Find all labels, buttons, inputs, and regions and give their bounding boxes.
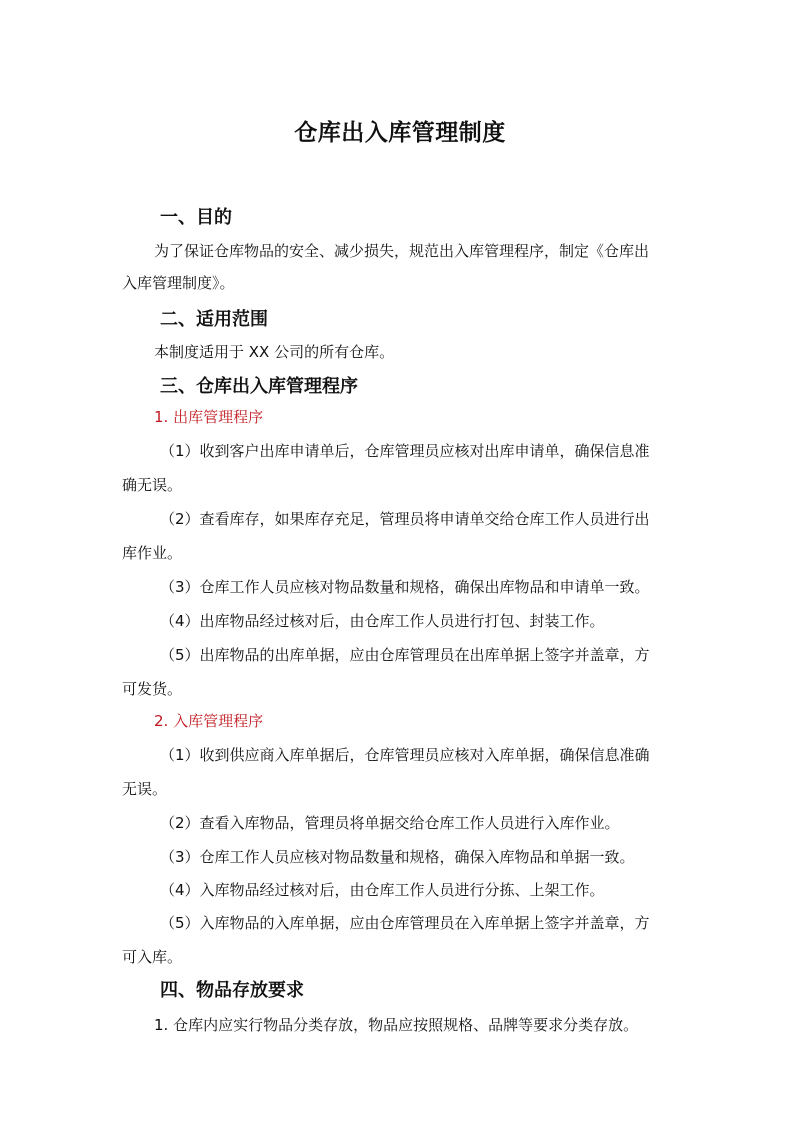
paragraph-line: （1）收到供应商入库单据后，仓库管理员应核对入库单据，确保信息准确 <box>160 746 650 764</box>
section-heading-scope: 二、适用范围 <box>160 309 268 330</box>
paragraph-line: （5）入库物品的入库单据，应由仓库管理员在入库单据上签字并盖章，方 <box>160 914 650 932</box>
document-title: 仓库出入库管理制度 <box>294 120 506 146</box>
paragraph-line: （1）收到客户出库申请单后，仓库管理员应核对出库申请单，确保信息准 <box>160 442 650 460</box>
paragraph-line: 库作业。 <box>122 544 183 562</box>
paragraph-line: 确无误。 <box>122 476 183 494</box>
paragraph-line: 可入库。 <box>122 948 183 966</box>
paragraph-line: （4）入库物品经过核对后，由仓库工作人员进行分拣、上架工作。 <box>160 881 605 899</box>
subheading-inbound: 2. 入库管理程序 <box>154 712 264 730</box>
paragraph-line: 本制度适用于 XX 公司的所有仓库。 <box>154 343 395 361</box>
paragraph-line: （4）出库物品经过核对后，由仓库工作人员进行打包、封装工作。 <box>160 612 605 630</box>
paragraph-line: 1. 仓库内应实行物品分类存放，物品应按照规格、品牌等要求分类存放。 <box>154 1016 639 1034</box>
section-heading-purpose: 一、目的 <box>160 207 232 228</box>
section-heading-procedure: 三、仓库出入库管理程序 <box>160 376 358 397</box>
paragraph-line: （3）仓库工作人员应核对物品数量和规格，确保入库物品和单据一致。 <box>160 848 635 866</box>
paragraph-line: 入库管理制度》。 <box>122 274 235 292</box>
paragraph-line: （5）出库物品的出库单据，应由仓库管理员在出库单据上签字并盖章，方 <box>160 646 650 664</box>
paragraph-line: 无误。 <box>122 780 168 798</box>
section-heading-storage: 四、物品存放要求 <box>160 980 304 1001</box>
paragraph-line: （2）查看库存，如果库存充足，管理员将申请单交给仓库工作人员进行出 <box>160 510 650 528</box>
paragraph-line: （2）查看入库物品，管理员将单据交给仓库工作人员进行入库作业。 <box>160 814 620 832</box>
subheading-outbound: 1. 出库管理程序 <box>154 408 264 426</box>
paragraph-line: 为了保证仓库物品的安全、减少损失，规范出入库管理程序，制定《仓库出 <box>154 242 650 260</box>
paragraph-line: （3）仓库工作人员应核对物品数量和规格，确保出库物品和申请单一致。 <box>160 578 650 596</box>
paragraph-line: 可发货。 <box>122 680 183 698</box>
